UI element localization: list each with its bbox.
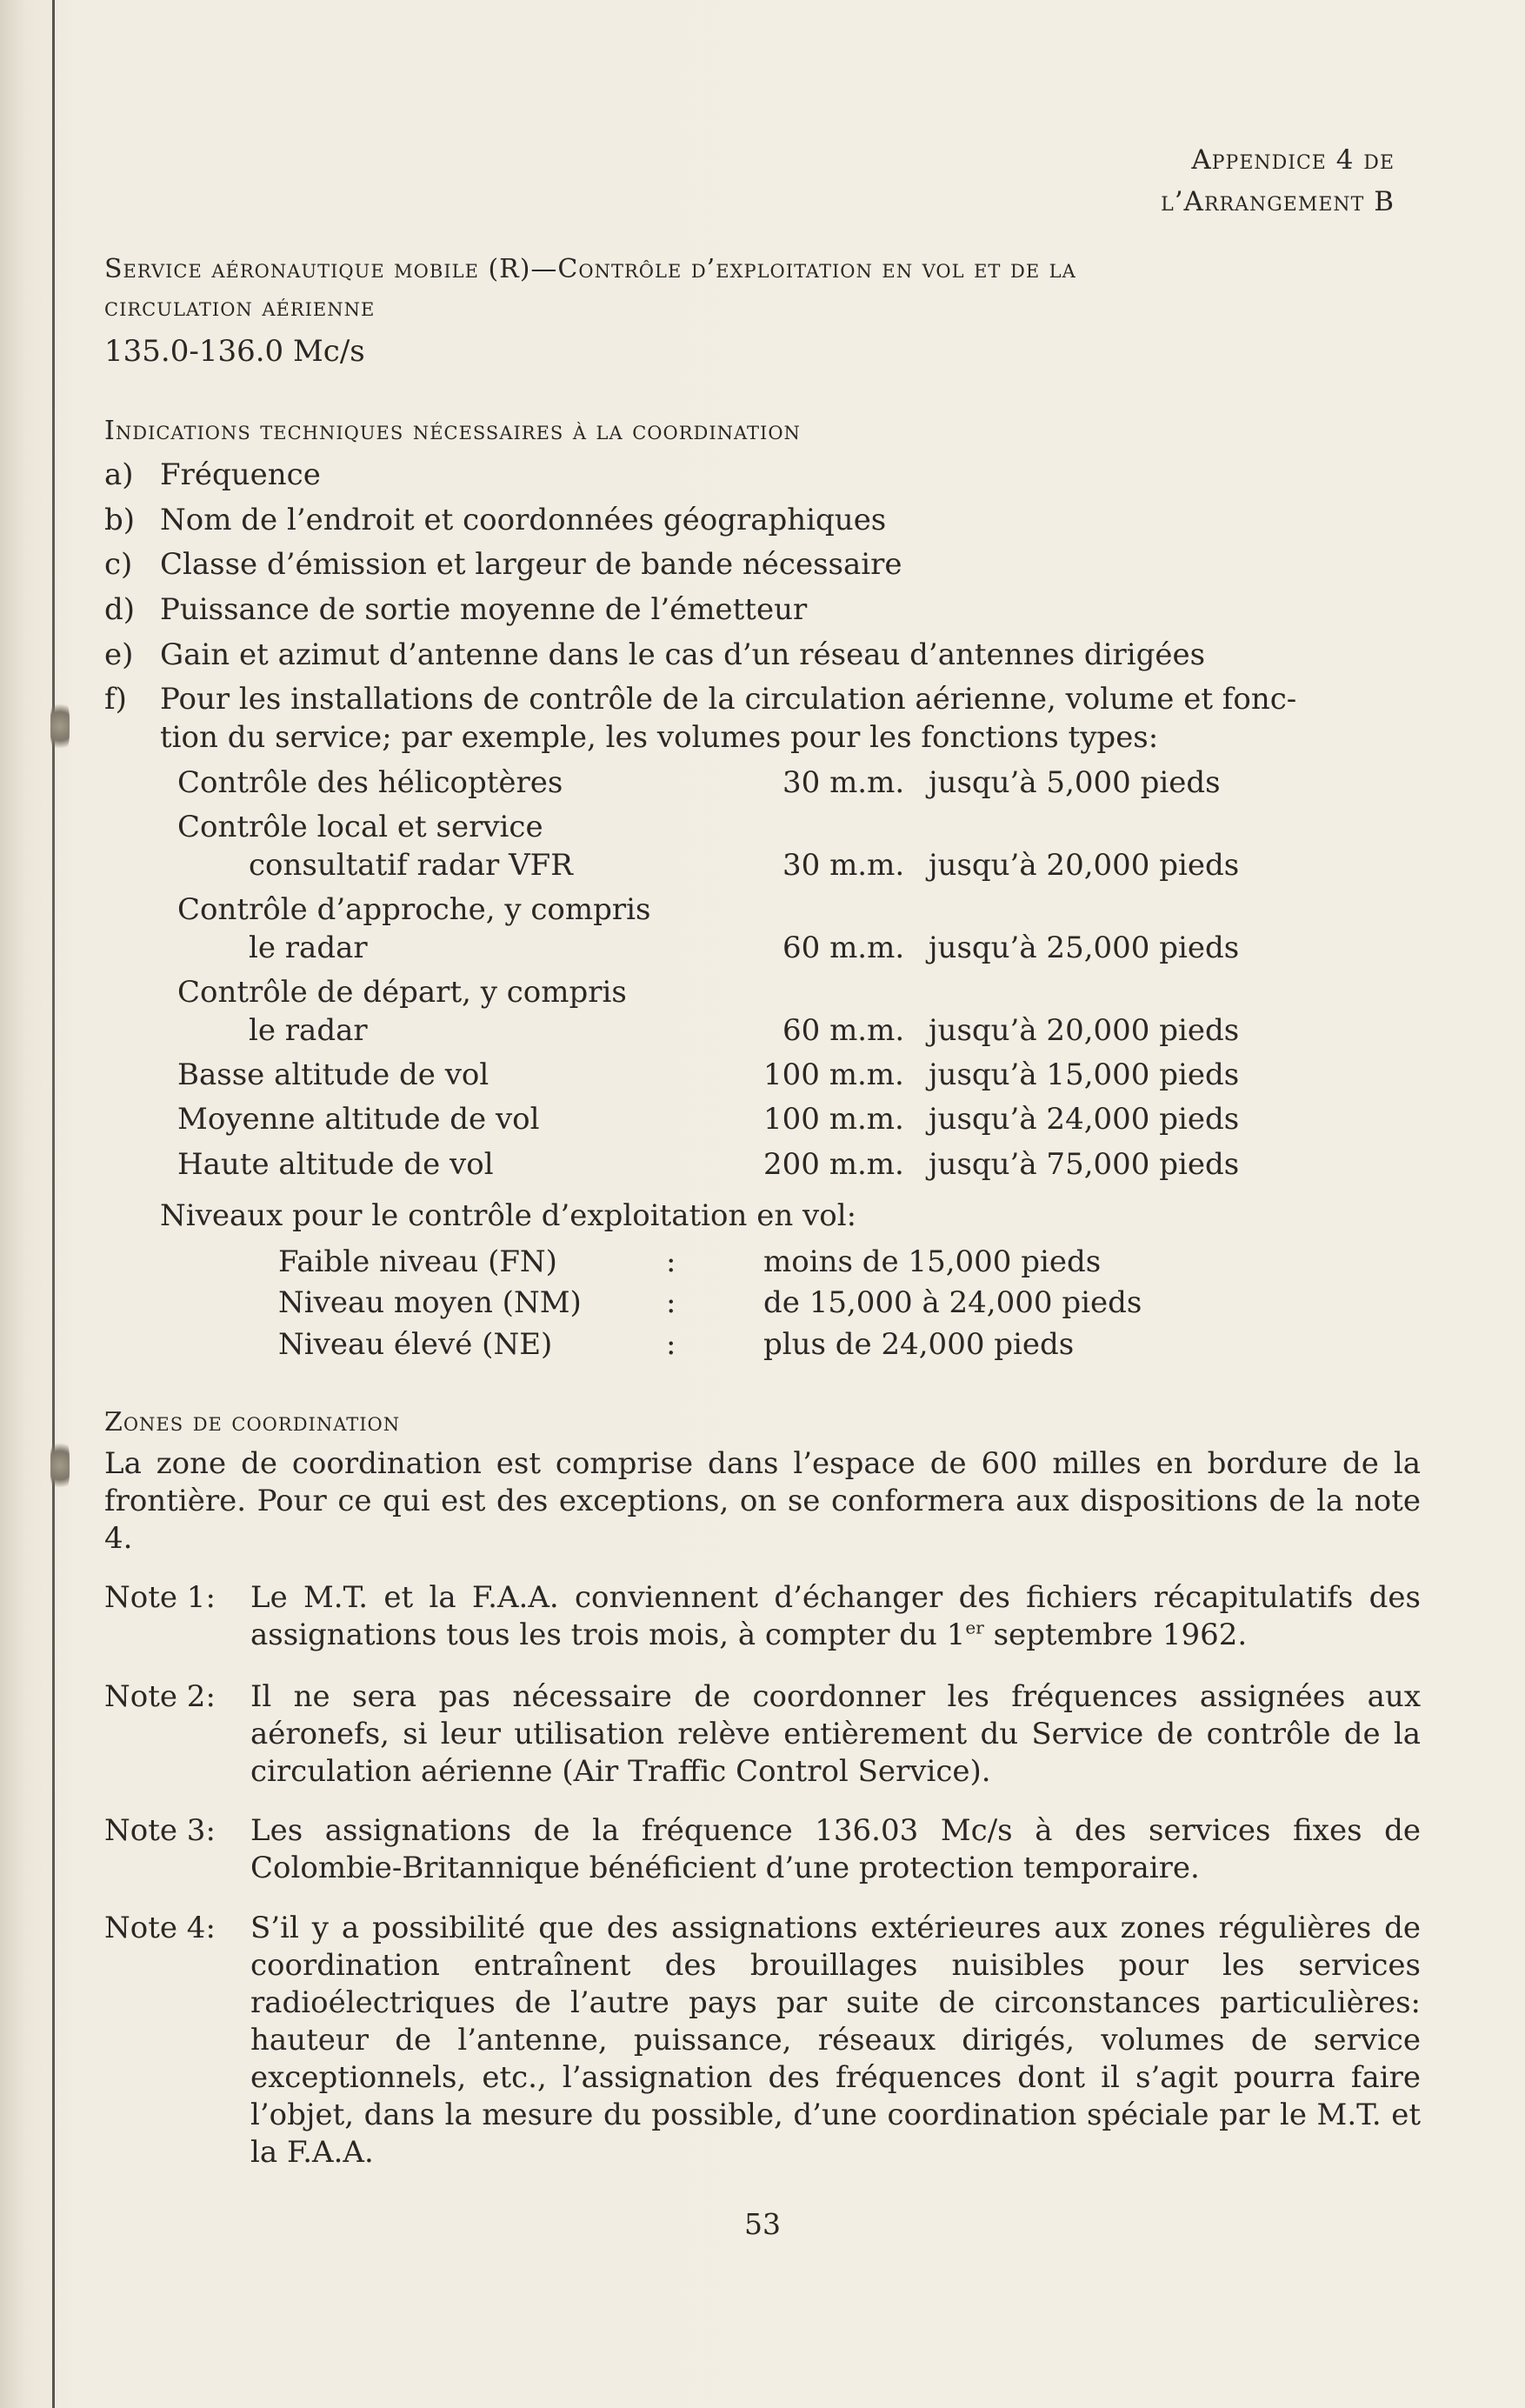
level-name: Niveau élevé (NE) (278, 1327, 553, 1362)
list-item-text: Nom de l’endroit et coordonnées géographiques (160, 503, 887, 537)
level-value: moins de 15,000 pieds (763, 1244, 1102, 1279)
list-item-text: Puissance de sortie moyenne de l’émetteur (160, 592, 808, 627)
list-item-label: f) (104, 682, 127, 717)
binding-notch-bottom (50, 1435, 70, 1496)
volume-function-continuation: le radar (249, 931, 368, 965)
volume-altitude: jusqu’à 15,000 pieds (929, 1057, 1240, 1092)
list-item-b (104, 503, 886, 537)
volume-function: Contrôle des hélicoptères (177, 765, 563, 800)
note-text: Il ne sera pas nécessaire de coordonner les fréquences assignées aux aéronefs, si leur utilisation relève entièrement du Service de contrôle de la circulation aérienne (Air Traffic Control Service). (250, 1679, 1421, 1789)
volume-function-continuation: le radar (249, 1013, 368, 1048)
volume-function: Contrôle d’approche, y compris (177, 892, 651, 927)
volume-altitude: jusqu’à 24,000 pieds (929, 1102, 1240, 1137)
note-text (250, 1579, 1421, 1654)
note-label: Note 4: (104, 1911, 216, 1945)
list-item-f (104, 682, 1296, 717)
note-text-part: septembre 1962. (983, 1618, 1248, 1652)
list-item-d (104, 592, 807, 627)
list-item-label: d) (104, 592, 136, 627)
list-item-c (104, 547, 902, 582)
volume-function: Moyenne altitude de vol (177, 1102, 540, 1137)
superscript: er (965, 1617, 984, 1638)
list-item-a (104, 457, 321, 492)
list-item-text: Pour les installations de contrôle de la circulation aérienne, volume et fonc- (160, 682, 1297, 717)
list-item-label: a) (104, 457, 134, 492)
volume-function: Contrôle de départ, y compris (177, 975, 627, 1010)
volume-distance: 30 m.m. (782, 848, 905, 883)
list-item-f-continuation: tion du service; par exemple, les volumes pour les fonctions types: (160, 720, 1159, 755)
volume-function: Contrôle local et service (177, 810, 543, 844)
level-separator: : (666, 1327, 676, 1362)
list-item-label: e) (104, 637, 134, 672)
zones-heading: Zones de coordination (104, 1407, 401, 1437)
note-label: Note 2: (104, 1679, 216, 1714)
list-item-label: c) (104, 547, 133, 582)
levels-intro: Niveaux pour le contrôle d’exploitation en vol: (160, 1198, 857, 1233)
volume-distance: 60 m.m. (782, 1013, 905, 1048)
volume-altitude: jusqu’à 25,000 pieds (929, 931, 1240, 965)
list-item-label: b) (104, 503, 136, 537)
note-text: Les assignations de la fréquence 136.03 Mc/s à des services fixes de Colombie-Britannique bénéficient d’une protection temporaire. (250, 1813, 1421, 1885)
volume-distance: 30 m.m. (782, 765, 905, 800)
header-line-1: Appendice 4 de (1191, 144, 1395, 176)
technical-heading: Indications techniques nécessaires à la coordination (104, 416, 801, 446)
volume-altitude: jusqu’à 75,000 pieds (929, 1147, 1240, 1182)
level-name: Niveau moyen (NM) (278, 1285, 582, 1320)
volume-function: Basse altitude de vol (177, 1057, 489, 1092)
list-item-text: Gain et azimut d’antenne dans le cas d’un réseau d’antennes dirigées (160, 637, 1206, 672)
level-value: de 15,000 à 24,000 pieds (763, 1285, 1142, 1320)
section-title-line-2: circulation aérienne (104, 292, 376, 323)
volume-function: Haute altitude de vol (177, 1147, 494, 1182)
volume-distance: 100 m.m. (763, 1057, 904, 1092)
page-header (1161, 139, 1395, 223)
list-item-e (104, 637, 1205, 672)
page-number: 53 (744, 2207, 781, 2241)
list-item-text: Classe d’émission et largeur de bande nécessaire (160, 547, 902, 582)
binding-notch-top (50, 696, 70, 757)
list-item-text: Fréquence (160, 457, 321, 492)
header-line-2: l’Arrangement B (1161, 186, 1395, 217)
zones-paragraph: La zone de coordination est comprise dans l’espace de 600 milles en bordure de la frontière. Pour ce qui est des exceptions, on se conformera aux dispositions de la note 4. (104, 1446, 1421, 1556)
note-label: Note 1: (104, 1580, 216, 1615)
volume-altitude: jusqu’à 20,000 pieds (929, 1013, 1240, 1048)
level-value: plus de 24,000 pieds (763, 1327, 1075, 1362)
volume-function-continuation: consultatif radar VFR (249, 848, 573, 883)
volume-distance: 60 m.m. (782, 931, 905, 965)
level-separator: : (666, 1244, 676, 1279)
level-name: Faible niveau (FN) (278, 1244, 557, 1279)
note-text-part: Le M.T. et la F.A.A. conviennent d’échanger des fichiers récapitulatifs des assignations tous les trois mois, à compter du 1 (250, 1580, 1421, 1652)
volume-altitude: jusqu’à 20,000 pieds (929, 848, 1240, 883)
binding-line (52, 0, 55, 2408)
volume-altitude: jusqu’à 5,000 pieds (929, 765, 1221, 800)
note-label: Note 3: (104, 1813, 216, 1848)
volume-distance: 200 m.m. (763, 1147, 904, 1182)
volume-distance: 100 m.m. (763, 1102, 904, 1137)
level-separator: : (666, 1285, 676, 1320)
note-text: S’il y a possibilité que des assignations extérieures aux zones régulières de coordination entraînent des brouillages nuisibles pour les services radioélectriques de l’autre pays par suite de circonstances particulières: hauteur de l’antenne, puissance, réseaux dirigés, volumes de service exceptionnels, etc., l’assignation des fréquences dont il s’agit pourra faire l’objet, dans la mesure du possible, d’une coordination spéciale par le M.T. et la F.A.A. (250, 1911, 1421, 2170)
section-title-line-1: Service aéronautique mobile (R)—Contrôle d’exploitation en vol et de la (104, 254, 1076, 284)
frequency-band: 135.0-136.0 Mc/s (104, 334, 365, 369)
